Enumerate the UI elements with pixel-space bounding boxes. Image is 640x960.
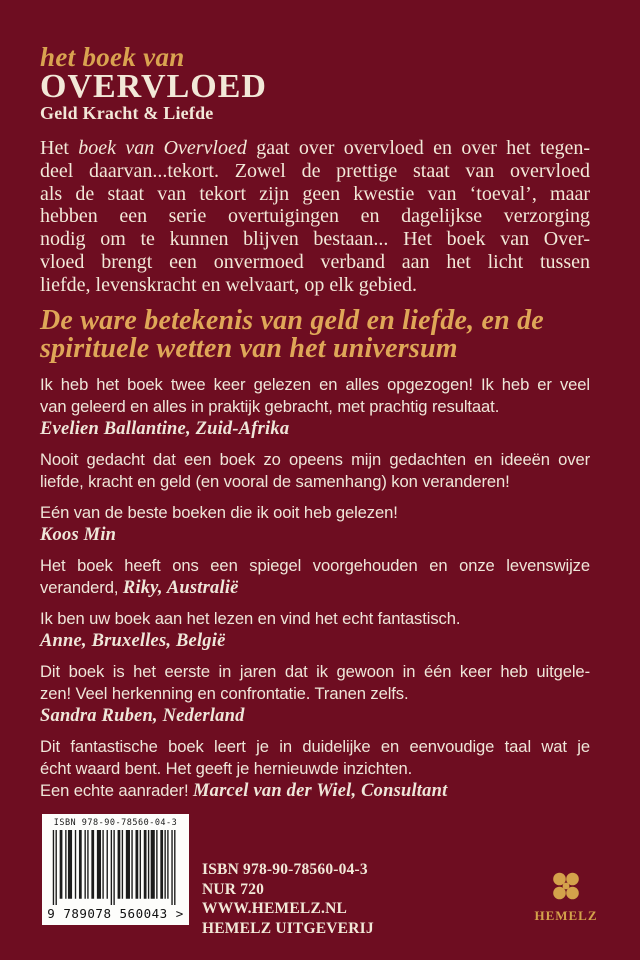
testimonial-1-line-2: van geleerd en alles in praktijk gebracht, met prachtig resultaat. xyxy=(40,397,500,416)
testimonial-7-line-2: écht waard bent. Het geeft je hernieuwde inzichten. xyxy=(40,759,413,778)
testimonial-6-line-2: zen! Veel herkenning en confrontatie. Tranen zelfs. xyxy=(40,684,409,703)
barcode-isbn-label: ISBN 978-90-78560-04-3 xyxy=(53,818,178,828)
publisher-logo xyxy=(527,871,605,923)
masthead xyxy=(40,44,600,124)
testimonial-6-attribution: Sandra Ruben, Nederland xyxy=(40,706,245,726)
tagline xyxy=(40,307,610,362)
barcode-digits: 9 789078 560043 > xyxy=(47,906,184,921)
hemelz-logo-icon xyxy=(548,871,584,902)
intro-line-1-post: gaat over overvloed en over het tegen- xyxy=(246,137,590,159)
book-title: OVERVLOED xyxy=(40,68,267,105)
tagline-line-1: De ware betekenis van geld en liefde, en de xyxy=(40,305,544,336)
barcode xyxy=(42,814,189,925)
testimonials xyxy=(40,374,590,811)
publisher-website: WWW.HEMELZ.NL xyxy=(202,900,347,917)
publisher-isbn: ISBN 978-90-78560-04-3 xyxy=(202,861,368,878)
testimonial-1 xyxy=(40,374,590,440)
testimonial-3 xyxy=(40,502,590,546)
publisher-info xyxy=(202,860,374,938)
tagline-line-2: spirituele wetten van het universum xyxy=(40,332,458,364)
book-subtitle: Geld Kracht & Liefde xyxy=(40,103,214,123)
testimonial-4-line-1: Het boek heeft ons een spiegel voorgehouden en onze levenswijze xyxy=(40,556,590,575)
testimonial-2-line-2: liefde, kracht en geld (en vooral de samenhang) kon veranderen! xyxy=(40,472,510,491)
testimonial-5-attribution: Anne, Bruxelles, België xyxy=(40,631,226,651)
testimonial-4-attribution: Riky, Australië xyxy=(122,578,239,598)
intro-line-1-pre: Het xyxy=(40,137,79,159)
intro-line-5: nodig om te kunnen blijven bestaan... Het boek van Over- xyxy=(40,228,590,251)
testimonial-7-line-3-text: Een echte aanrader! xyxy=(40,781,193,800)
testimonial-7-attribution: Marcel van der Wiel, Consultant xyxy=(192,781,448,801)
testimonial-2-line-1: Nooit gedacht dat een boek zo opeens mijn gedachten en ideeën over xyxy=(40,450,590,469)
testimonial-3-line-1: Eén van de beste boeken die ik ooit heb gelezen! xyxy=(40,503,398,522)
barcode-bars-icon xyxy=(50,830,181,905)
testimonial-4-line-2 xyxy=(40,577,590,599)
testimonial-5 xyxy=(40,608,590,652)
publisher-imprint: HEMELZ UITGEVERIJ xyxy=(202,919,374,937)
testimonial-7-line-3 xyxy=(40,780,590,802)
testimonial-5-line-1: Ik ben uw boek aan het lezen en vind het echt fantastisch. xyxy=(40,609,461,628)
testimonial-7 xyxy=(40,736,590,802)
intro-line-2: deel daarvan...tekort. Zowel de prettige staat van overvloed xyxy=(40,159,590,182)
publisher-logo-text: HEMELZ xyxy=(534,908,598,923)
testimonial-4 xyxy=(40,555,590,599)
intro-line-7: liefde, levenskracht en welvaart, op elk gebied. xyxy=(40,273,418,296)
testimonial-1-line-1: Ik heb het boek twee keer gelezen en alles opgezogen! Ik heb er veel xyxy=(40,375,590,394)
testimonial-3-attribution: Koos Min xyxy=(40,525,117,545)
intro-line-1-emphasis: boek van Overvloed xyxy=(78,137,247,159)
publisher-nur: NUR 720 xyxy=(202,880,265,898)
intro-paragraph xyxy=(40,137,590,297)
intro-line-4: hebben een serie overtuigingen en dagelijkse verzorging xyxy=(40,205,590,228)
series-title: het boek van xyxy=(40,42,185,72)
intro-line-3: als de staat van tekort zijn geen kwestie van ‘toeval’, maar xyxy=(40,182,590,205)
testimonial-7-line-1: Dit fantastische boek leert je in duidelijke en eenvoudige taal wat je xyxy=(40,737,590,756)
testimonial-4-line-2-text: veranderd, xyxy=(40,578,123,597)
intro-line-6: vloed brengt een onvermoed verband aan het licht tussen xyxy=(40,250,590,273)
testimonial-6-line-1: Dit boek is het eerste in jaren dat ik gewoon in één keer heb uitgele- xyxy=(40,662,590,681)
intro-line-1 xyxy=(40,137,590,160)
testimonial-6 xyxy=(40,661,590,727)
testimonial-2 xyxy=(40,449,590,493)
testimonial-1-attribution: Evelien Ballantine, Zuid-Afrika xyxy=(40,419,290,439)
